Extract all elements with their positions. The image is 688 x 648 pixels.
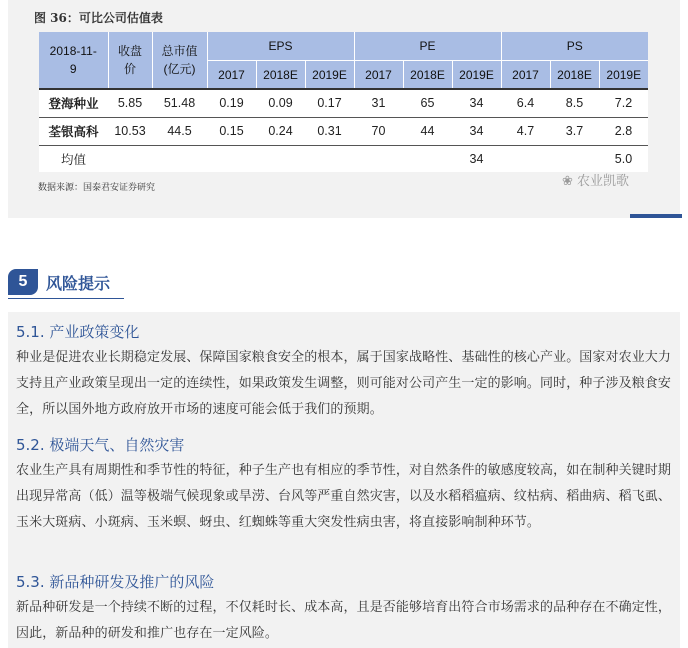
cell [305, 145, 354, 172]
watermark-text: 农业凯歌 [577, 174, 630, 189]
header-year: 2019E [305, 61, 354, 90]
cell: 31 [354, 89, 403, 117]
cell: 0.15 [207, 117, 256, 145]
cell [152, 145, 207, 172]
valuation-table-panel [8, 0, 680, 218]
cell: 3.7 [550, 117, 599, 145]
wechat-icon: ❀ [562, 174, 573, 189]
cell [108, 145, 152, 172]
watermark [562, 170, 629, 189]
row-name: 荃银高科 [39, 117, 108, 145]
cell: 8.5 [550, 89, 599, 117]
cell [501, 145, 550, 172]
row-name: 均值 [60, 152, 86, 167]
header-year: 2017 [501, 61, 550, 90]
header-year: 2018E [403, 61, 452, 90]
data-source-note: 数据来源：国泰君安证券研究 [38, 183, 156, 193]
cell: 2.8 [599, 117, 648, 145]
cell [207, 145, 256, 172]
cell: 70 [354, 117, 403, 145]
section-underline [8, 298, 124, 299]
subsection-title: 5.2. 极端天气、自然灾害 [16, 436, 185, 454]
header-year: 2019E [599, 61, 648, 90]
header-price: 收盘价 [108, 32, 152, 89]
cell: 0.09 [256, 89, 305, 117]
cell [550, 145, 599, 172]
cell [354, 145, 403, 172]
cell: 10.53 [108, 117, 152, 145]
cell: 7.2 [599, 89, 648, 117]
header-year: 2018E [550, 61, 599, 90]
table-row [39, 89, 648, 117]
subsection-text: 新品种研发是一个持续不断的过程，不仅耗时长、成本高，且是否能够培育出符合市场需求的品种存在不确定性，因此，新品种的研发和推广也存在一定风险。 [16, 600, 672, 641]
cell: 44 [403, 117, 452, 145]
cell: 51.48 [152, 89, 207, 117]
cell: 0.24 [256, 117, 305, 145]
risk-content-panel [8, 312, 680, 648]
cell: 34 [452, 89, 501, 117]
header-mktcap: 总市值(亿元) [152, 32, 207, 89]
cell: 34 [469, 151, 484, 166]
cell [256, 145, 305, 172]
cell: 0.31 [305, 117, 354, 145]
header-group-eps: EPS [207, 32, 354, 61]
table-title: 图 36：可比公司估值表 [34, 11, 163, 25]
header-group-pe: PE [354, 32, 501, 61]
section-heading [8, 266, 124, 300]
section-title: 风险提示 [46, 274, 111, 293]
cell: 5.85 [108, 89, 152, 117]
cell: 44.5 [152, 117, 207, 145]
table-row [39, 117, 648, 145]
header-year: 2017 [207, 61, 256, 90]
subsection-title: 5.1. 产业政策变化 [16, 323, 140, 341]
header-group-ps: PS [501, 32, 648, 61]
header-year: 2019E [452, 61, 501, 90]
cell: 65 [403, 89, 452, 117]
cell: 0.17 [305, 89, 354, 117]
subsection-text: 种业是促进农业长期稳定发展、保障国家粮食安全的根本，属于国家战略性、基础性的核心产业。国家对农业大力支持且产业政策呈现出一定的连续性，如果政策发生调整，则可能对公司产生一定的影响。同时，种子涉及粮食安全，所以国外地方政府放开市场的速度可能会低于我们的预期。 [16, 350, 672, 417]
cell: 34 [452, 117, 501, 145]
header-year: 2017 [354, 61, 403, 90]
header-date: 2018-11-9 [39, 32, 108, 89]
valuation-table [39, 32, 648, 172]
table-row-average [39, 145, 648, 172]
cell [403, 145, 452, 172]
header-year: 2018E [256, 61, 305, 90]
cell: 4.7 [501, 117, 550, 145]
subsection-text: 农业生产具有周期性和季节性的特征，种子生产也有相应的季节性，对自然条件的敏感度较高，如在制种关键时期出现异常高（低）温等极端气候现象或旱涝、台风等严重自然灾害，以及水稻稻瘟病、纹枯病、稻曲病、稻飞虱、玉米大斑病、小斑病、玉米螟、蚜虫、红蜘蛛等重大突发性病虫害，将直接影响制种环节。 [16, 463, 672, 530]
cell: 6.4 [501, 89, 550, 117]
section-number-badge: 5 [8, 269, 38, 295]
accent-bar [630, 214, 682, 218]
cell: 5.0 [614, 151, 633, 166]
subsection-title: 5.3. 新品种研发及推广的风险 [16, 573, 215, 591]
row-name: 登海种业 [39, 89, 108, 117]
cell: 0.19 [207, 89, 256, 117]
